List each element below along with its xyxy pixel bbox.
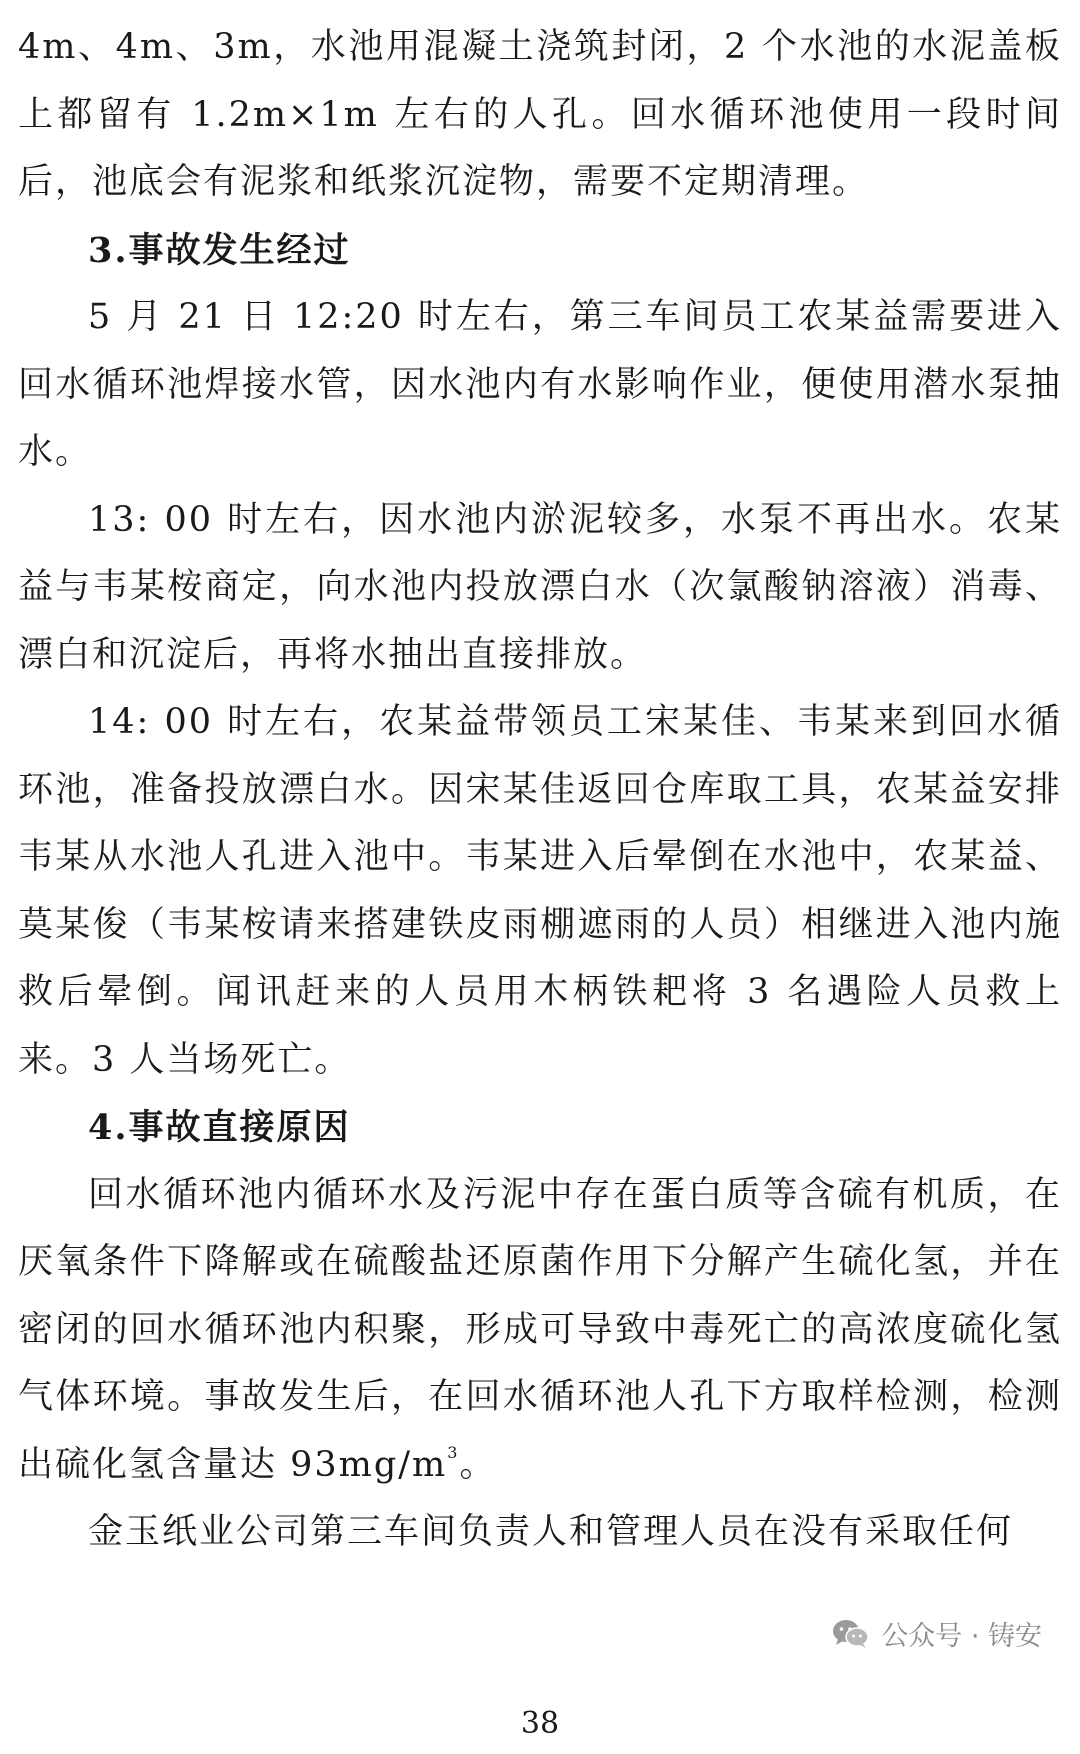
paragraph-timeline-1220: 5 月 21 日 12:20 时左右，第三车间员工农某益需要进入回水循环池焊接水管，因水池内有水影响作业，便使用潜水泵抽水。 — [18, 297, 1062, 472]
paragraph-direct-cause — [18, 1162, 1062, 1500]
paragraph-management: 金玉纸业公司第三车间负责人和管理人员在没有采取任何 — [88, 1512, 1014, 1552]
paragraph-timeline-1300: 13: 00 时左右，因水池内淤泥较多，水泵不再出水。农某益与韦某桉商定，向水池内投放漂白水（次氯酸钠溶液）消毒、漂白和沉淀后，再将水抽出直接排放。 — [18, 499, 1062, 675]
unit-superscript: 3 — [447, 1442, 460, 1462]
direct-cause-text: 回水循环池内循环水及污泥中存在蛋白质等含硫有机质，在厌氧条件下降解或在硫酸盐还原菌作用下分解产生硫化氢，并在密闭的回水循环池内积聚，形成可导致中毒死亡的高浓度硫化氢气体环境。事故发生后，在回水循环池人孔下方取样检测，检测出硫化氢含量达 93mg/m — [18, 1174, 1062, 1485]
section-heading-direct-cause: 4.事故直接原因 — [88, 1107, 351, 1148]
wechat-icon — [831, 1618, 871, 1650]
watermark — [831, 1614, 1042, 1653]
document-body — [18, 14, 1062, 1567]
watermark-text: 公众号 · 铸安 — [881, 1621, 1042, 1652]
section-heading-accident-process: 3.事故发生经过 — [88, 229, 351, 271]
page-number: 38 — [520, 1706, 560, 1741]
paragraph-timeline-1400: 14: 00 时左右，农某益带领员工宋某佳、韦某来到回水循环池，准备投放漂白水。因宋某佳返回仓库取工具，农某益安排韦某从水池人孔进入池中。韦某进入后晕倒在水池中，农某益、莫某俊（韦某桉请来搭建铁皮雨棚遮雨的人员）相继进入池内施救后晕倒。闻讯赶来的人员用木柄铁耙将 3 名遇险人员救上来。3 人当场死亡。 — [18, 702, 1062, 1080]
paragraph-continuation: 4m、4m、3m，水池用混凝土浇筑封闭，2 个水池的水泥盖板上都留有 1.2m×1m 左右的人孔。回水循环池使用一段时间后，池底会有泥浆和纸浆沉淀物，需要不定期清理。 — [18, 27, 1062, 202]
unit-suffix: 。 — [459, 1444, 497, 1485]
